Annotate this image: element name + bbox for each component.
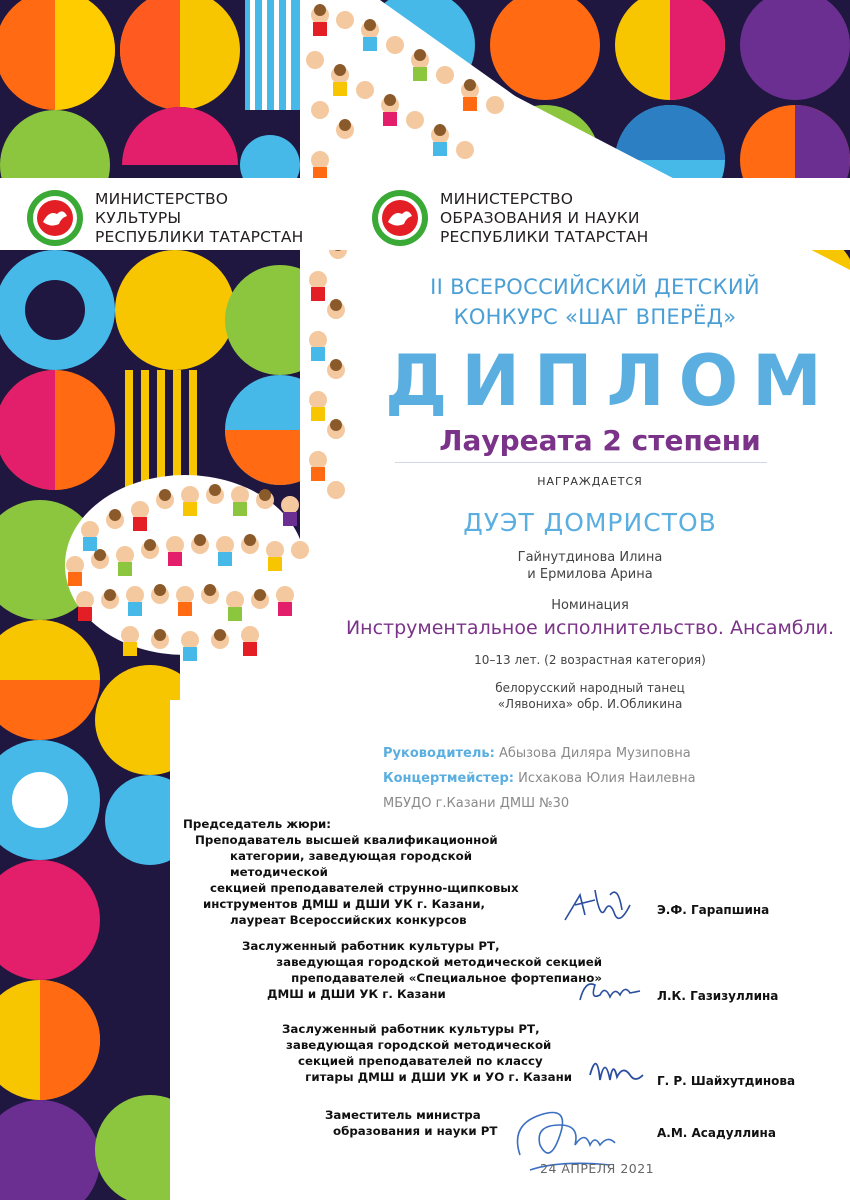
laureate-degree: Лауреата 2 степени [439, 424, 761, 457]
tatarstan-emblem-icon [25, 188, 85, 248]
accompanist-line [383, 771, 696, 786]
nomination-label: Номинация [551, 598, 629, 613]
tatarstan-emblem-icon [370, 188, 430, 248]
signer-name: Л.К. Газизуллина [657, 989, 779, 1003]
accompanist-name: Исхакова Юлия Наилевна [518, 771, 696, 786]
ministry-education-title: МИНИСТЕРСТВО ОБРАЗОВАНИЯ И НАУКИ РЕСПУБЛИКИ ТАТАРСТАН [440, 190, 649, 246]
jury-chair-block: Председатель жюри: Преподаватель высшей квалификационной категории, заведующая городской методической секцией преподавателей струнно-щипковых инструментов ДМШ и ДШИ УК г. Казани, лауреат Всероссийских конкурсов [183, 817, 519, 927]
leader-label: Руководитель: [383, 746, 495, 761]
performed-piece: белорусский народный танец «Лявониха» обр. И.Обликина [495, 681, 685, 711]
age-category: 10–13 лет. (2 возрастная категория) [474, 653, 706, 667]
leader-name: Абызова Диляра Музиповна [498, 746, 691, 761]
signer-name: А.М. Асадуллина [657, 1126, 776, 1140]
contest-title: II ВСЕРОССИЙСКИЙ ДЕТСКИЙ КОНКУРС «ШАГ ВПЕРЁД» [430, 275, 760, 329]
ministry-culture-title: МИНИСТЕРСТВО КУЛЬТУРЫ РЕСПУБЛИКИ ТАТАРСТАН [95, 190, 304, 246]
signer-name: Э.Ф. Гарапшина [657, 903, 770, 917]
nomination-value: Инструментальное исполнительство. Ансамбли. [345, 617, 835, 639]
diploma-title: ДИПЛОМ [385, 340, 836, 422]
jury-member-block: Заместитель министра образования и науки РТ [325, 1108, 498, 1138]
jury-member-block: Заслуженный работник культуры РТ, заведующая городской методической секцией преподавателей «Специальное фортепиано» ДМШ и ДШИ УК г. Казани [242, 939, 602, 1001]
signer-name: Г. Р. Шайхутдинова [657, 1074, 796, 1088]
school-name: МБУДО г.Казани ДМШ №30 [383, 796, 570, 811]
signature-gazizullina-icon [575, 975, 645, 1010]
accompanist-label: Концертмейстер: [383, 771, 514, 786]
signature-garapshina-icon [560, 880, 640, 935]
divider [395, 462, 767, 463]
jury-member-block: Заслуженный работник культуры РТ, заведующая городской методической секцией преподавателей по классу гитары ДМШ и ДШИ УК и УО г. Казани [282, 1022, 572, 1084]
leader-line [383, 746, 691, 761]
issue-date: 24 АПРЕЛЯ 2021 [540, 1161, 655, 1176]
awarded-label: НАГРАЖДАЕТСЯ [537, 475, 643, 488]
signature-shaikhutdinova-icon [585, 1045, 645, 1090]
recipient-members: Гайнутдинова Илина и Ермилова Арина [517, 550, 663, 582]
recipient-name: ДУЭТ ДОМРИСТОВ [463, 508, 717, 537]
